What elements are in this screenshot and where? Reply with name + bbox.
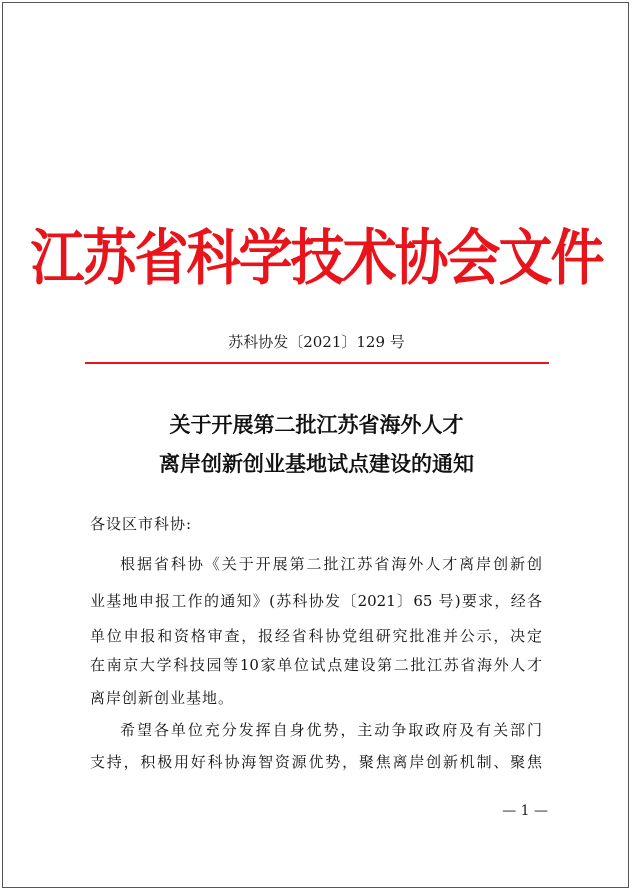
document-number: 苏科协发〔2021〕129 号 <box>228 333 405 351</box>
notice-title-line-1: 关于开展第二批江苏省海外人才 <box>169 412 464 437</box>
salutation: 各设区市科协: <box>90 515 193 533</box>
paragraph-1-line-5: 离岸创新创业基地。 <box>90 689 235 707</box>
paragraph-2-line-1: 希望各单位充分发挥自身优势，主动争取政府及有关部门 <box>120 721 542 739</box>
paragraph-2-line-2: 支持，积极用好科协海智资源优势，聚焦离岸创新机制、聚焦 <box>90 753 542 771</box>
paragraph-1-line-3: 单位申报和资格审查，报经省科协党组研究批准并公示，决定 <box>90 627 542 645</box>
paragraph-1-line-2: 业基地申报工作的通知》(苏科协发〔2021〕65 号)要求，经各 <box>90 592 542 610</box>
paragraph-1-line-1: 根据省科协《关于开展第二批江苏省海外人才离岸创新创 <box>120 555 542 573</box>
red-separator-line <box>85 362 549 364</box>
page-number: — 1 — <box>502 803 548 819</box>
paragraph-1-line-4: 在南京大学科技园等10家单位试点建设第二批江苏省海外人才 <box>90 656 542 674</box>
document-header-title: 江苏省科学技术协会文件 <box>30 221 603 294</box>
notice-title-line-2: 离岸创新创业基地试点建设的通知 <box>159 451 474 476</box>
